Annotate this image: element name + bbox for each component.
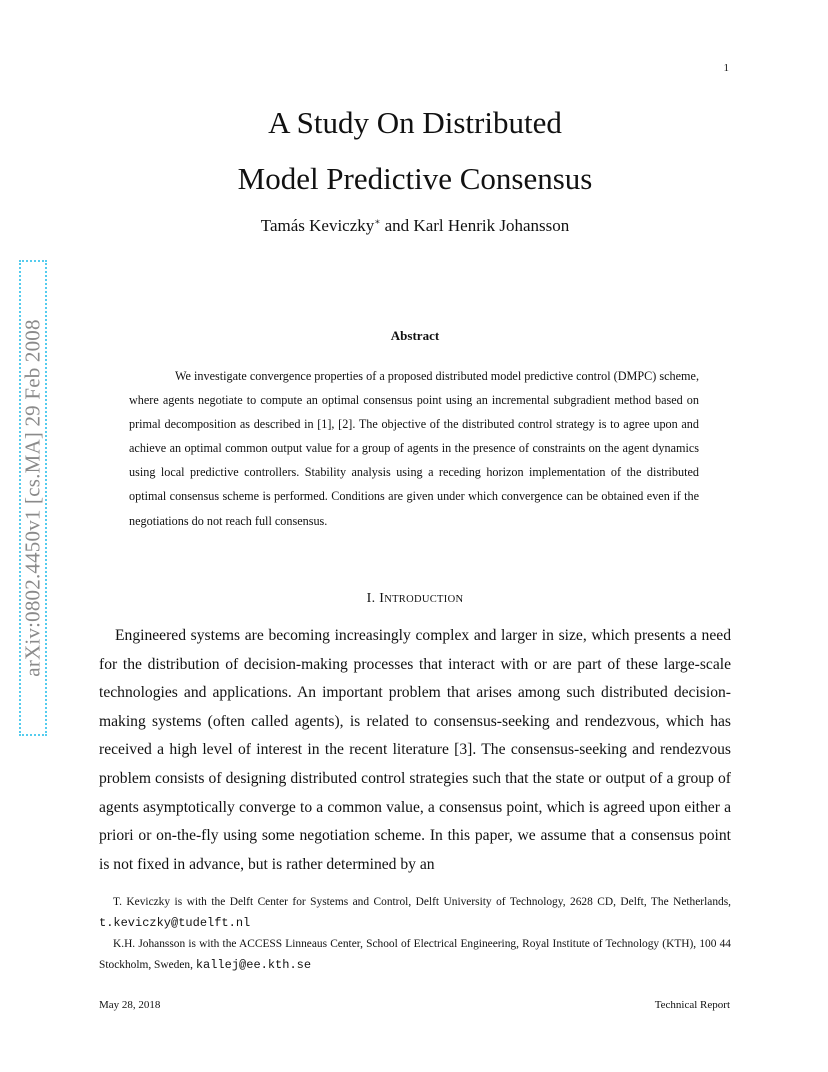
paper-title (100, 95, 730, 207)
footnote-2-email[interactable]: kallej@ee.kth.se (195, 958, 312, 972)
arxiv-stamp-text: arXiv:0802.4450v1 [cs.MA] 29 Feb 2008 (20, 319, 45, 677)
intro-body: Engineered systems are becoming increasingly complex and larger in size, which presents a need for the distribution of decision-making processes that interact with or are part of these large-scale technologies and applications. An important problem that arises among such distributed decision-making systems (often called agents), is related to consensus-seeking and rendezvous, which has received a high level of interest in the recent literature [3]. The consensus-seeking and rendezvous problem consists of designing distributed control strategies such that the state or output of a group of agents asymptotically converge to a common value, a consensus point, which is agreed upon either a priori or on-the-fly using some negotiation scheme. In this paper, we assume that a consensus point is not fixed in advance, but is rather determined by an (99, 627, 731, 873)
footnote-2-text: K.H. Johansson is with the ACCESS Linneaus Center, School of Electrical Engineering, Royal Institute of Technology (KTH), 100 44 Stockholm, Sweden, (99, 938, 731, 971)
section-heading (100, 591, 730, 607)
section-title (379, 591, 463, 606)
section-title-initial: I (379, 591, 385, 606)
section-number: I. (366, 591, 376, 606)
title-line-2: Model Predictive Consensus (237, 161, 593, 196)
author-2: and Karl Henrik Johansson (380, 216, 570, 235)
footnote-1-email[interactable]: t.keviczky@tudelft.nl (99, 916, 251, 930)
page-number: 1 (723, 62, 729, 74)
abstract-heading: Abstract (390, 328, 440, 343)
section-title-rest: NTRODUCTION (384, 594, 464, 605)
footer-date: May 28, 2018 (99, 999, 161, 1011)
footnote-1 (99, 892, 731, 934)
title-line-1: A Study On Distributed (268, 105, 562, 140)
footnote-1-text: T. Keviczky is with the Delft Center for Systems and Control, Delft University of Technology, 2628 CD, Delft, The Netherlands, (113, 896, 731, 908)
footer-report-type: Technical Report (654, 999, 730, 1011)
abstract-body: We investigate convergence properties of a proposed distributed model predictive control (DMPC) scheme, where agents negotiate to compute an optimal consensus point using an incremental subgradient method based on primal decomposition as described in [1], [2]. The objective of the distributed control strategy is to agree upon and achieve an optimal common output value for a group of agents in the presence of constraints on the agent dynamics using local predictive controllers. Stability analysis using a receding horizon implementation of the distributed optimal consensus scheme is performed. Conditions are given under which convergence can be obtained even if the negotiations do not reach full consensus. (129, 369, 699, 528)
arxiv-stamp (19, 260, 47, 736)
authors (100, 216, 730, 236)
author-1: Tamás Keviczky (260, 216, 375, 235)
author-footnote-mark: ∗ (374, 216, 381, 227)
footnote-2 (99, 934, 731, 976)
